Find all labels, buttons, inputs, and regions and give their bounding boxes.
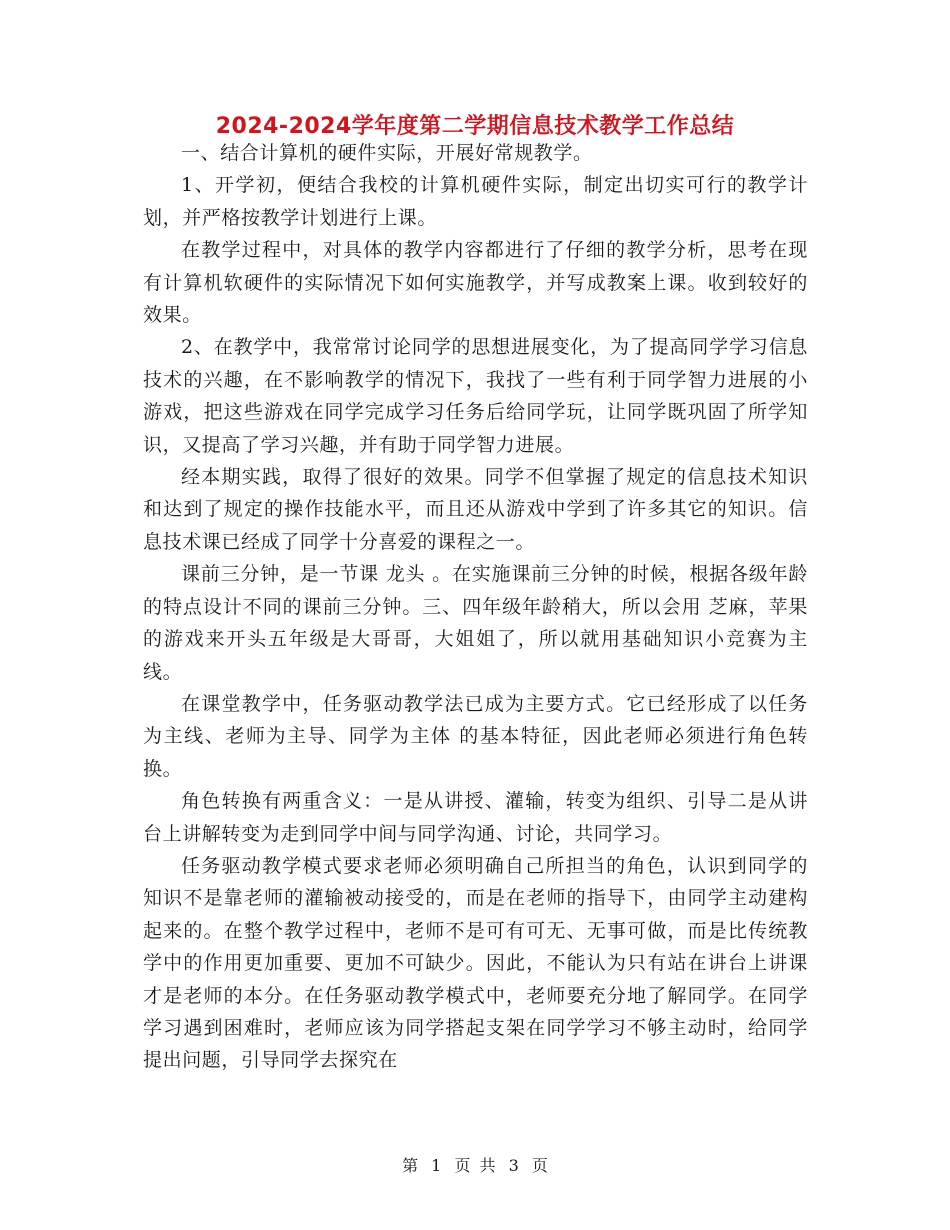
footer-page-number: 1 — [431, 1156, 442, 1175]
paragraph-7: 在课堂教学中，任务驱动教学法已成为主要方式。它已经形成了以任务为主线、老师为主导、同学为主体 的基本特征，因此老师必须进行角色转换。 — [143, 692, 808, 780]
paragraph-5: 经本期实践，取得了很好的效果。同学不但掌握了规定的信息技术知识和达到了规定的操作技能水平，而且还从游戏中学到了许多其它的知识。信息技术课已经成了同学十分喜爱的课程之一。 — [143, 466, 808, 553]
paragraph-6: 课前三分钟，是一节课 龙头 。在实施课前三分钟的时候，根据各级年龄的特点设计不同的课前三分钟。三、四年级年龄稍大，所以会用 芝麻，苹果 的游戏来开头五年级是大哥哥，大姐姐了，所以就用基础知识小竞赛为主线。 — [143, 563, 808, 683]
paragraph-2: 1、开学初，便结合我校的计算机硬件实际，制定出切实可行的教学计划，并严格按教学计划进行上课。 — [143, 174, 808, 229]
page-footer — [0, 1154, 950, 1178]
paragraph-9: 任务驱动教学模式要求老师必须明确自己所担当的角色，认识到同学的知识不是靠老师的灌输被动接受的，而是在老师的指导下，由同学主动建构起来的。在整个教学过程中，老师不是可有可无、无事可做，而是比传统教学中的作用更加重要、更加不可缺少。因此，不能认为只有站在讲台上讲课才是老师的本分。在任务驱动教学模式中，老师要充分地了解同学。在同学学习遇到困难时，老师应该为同学搭起支架在同学学习不够主动时，给同学提出问题，引导同学去探究在 — [143, 854, 808, 1072]
document-body — [143, 137, 808, 1077]
footer-middle: 页 共 — [454, 1156, 496, 1175]
paragraph-1: 一、结合计算机的硬件实际，开展好常规教学。 — [181, 142, 593, 164]
paragraph-3: 在教学过程中，对具体的教学内容都进行了仔细的教学分析，思考在现有计算机软硬件的实际情况下如何实施教学，并写成教案上课。收到较好的效果。 — [143, 239, 808, 327]
document-title: 2024-2024学年度第二学期信息技术教学工作总结 — [215, 114, 735, 139]
footer-total-pages: 3 — [508, 1156, 519, 1175]
paragraph-4: 2、在教学中，我常常讨论同学的思想进展变化，为了提高同学学习信息技术的兴趣，在不影响教学的情况下，我找了一些有利于同学智力进展的小游戏，把这些游戏在同学完成学习任务后给同学玩，让同学既巩固了所学知识，又提高了学习兴趣，并有助于同学智力进展。 — [143, 336, 808, 456]
paragraph-8: 角色转换有两重含义：一是从讲授、灌输，转变为组织、引导二是从讲台上讲解转变为走到同学中间与同学沟通、讨论，共同学习。 — [143, 790, 808, 845]
footer-prefix: 第 — [402, 1156, 419, 1175]
footer-suffix: 页 — [531, 1156, 548, 1175]
